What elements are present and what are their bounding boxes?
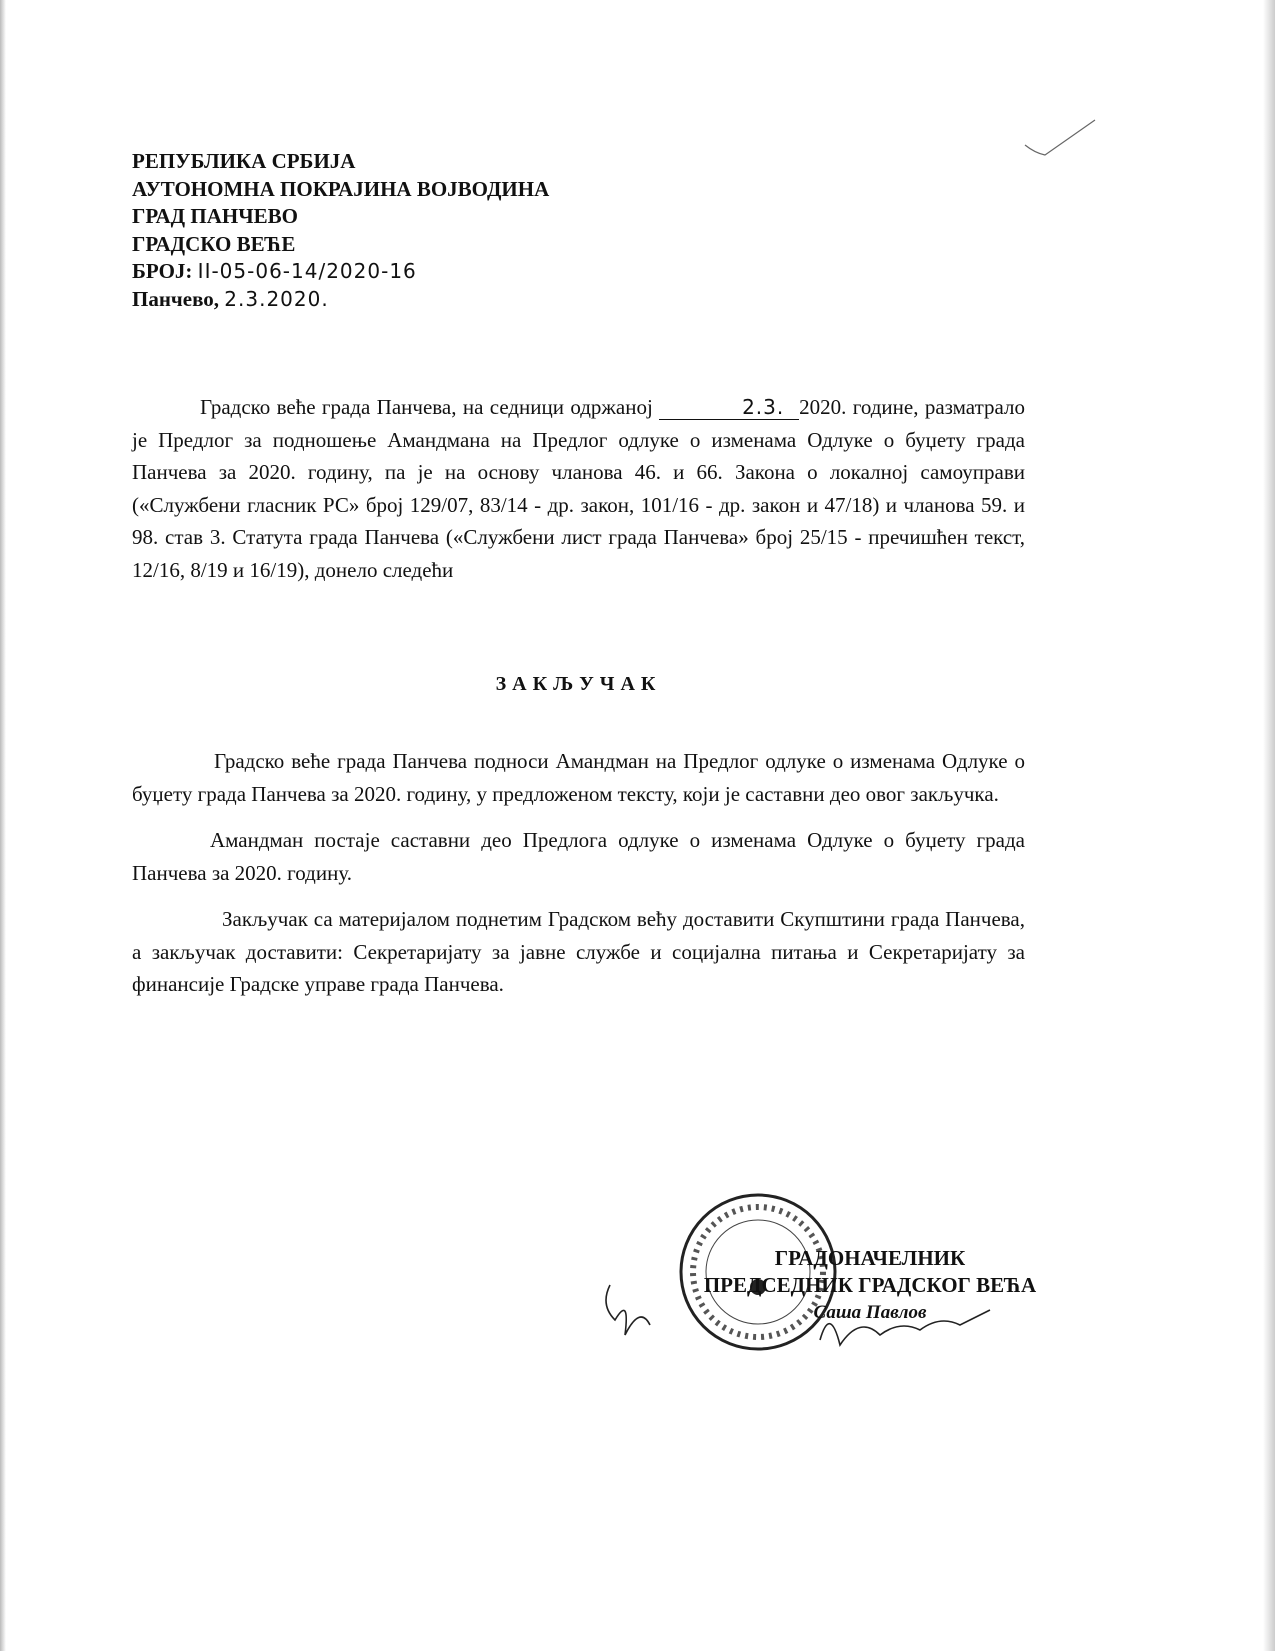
session-date-blank	[659, 395, 799, 420]
intro-paragraph	[132, 391, 1025, 586]
header-line: ГРАД ПАНЧЕВО	[132, 204, 298, 228]
signature-block	[650, 1245, 1090, 1326]
intro-text-end: 2020. године, разматрало је Предлог за подношење Амандмана на Предлог одлуке о изменама Одлуке о буџету града Панчева за 2020. годину, па је на основу чланова 46. и 66. Закона о локалној самоуправи («Службени гласник РС» број 129/07, 83/14 - др. закон, 101/16 - др. закон и 47/18) и чланова 59. и 98. став 3. Статута града Панчева («Службени лист града Панчева» број 25/15 - пречишћен текст, 12/16, 8/19 и 16/19), донело следећи	[132, 395, 1025, 582]
header-line: АУТОНОМНА ПОКРАЈИНА ВОЈВОДИНА	[132, 176, 550, 201]
number-value: II-05-06-14/2020-16	[197, 259, 417, 283]
body-paragraph: Закључак са материјалом поднетим Градском већу доставити Скупштини града Панчева, а закључак доставити: Секретаријату за јавне службе и социјална питања и Секретаријату за финансије Градске управе града Панчева.	[132, 907, 1025, 996]
body-paragraph: Градско веће града Панчева подноси Амандман на Предлог одлуке о изменама Одлуке о буџету града Панчева за 2020. годину, у предложеном тексту, који је саставни део овог закључка.	[132, 749, 1025, 806]
document-title: ЗАКЉУЧАК	[495, 673, 662, 695]
scan-edge-left	[0, 0, 6, 1651]
intro-text-start: Градско веће града Панчева, на седници одржаној	[200, 395, 653, 419]
signatory-title: ГРАДОНАЧЕЛНИК	[774, 1246, 966, 1270]
date-value: 2.3.2020.	[224, 286, 329, 311]
check-mark-icon	[1020, 115, 1100, 165]
place-label: Панчево,	[132, 286, 220, 311]
place-date	[132, 286, 549, 314]
document-body	[132, 391, 1025, 1001]
document-number	[132, 258, 549, 286]
header-line: РЕПУБЛИКА СРБИЈА	[132, 149, 356, 173]
signatory-name: Саша Павлов	[813, 1302, 927, 1323]
signatory-title: ПРЕДСЕДНИК ГРАДСКОГ ВЕЋА	[703, 1273, 1037, 1297]
scan-edge-right	[1263, 0, 1275, 1651]
document-header	[132, 148, 549, 313]
session-date-value: 2.3.	[742, 395, 785, 419]
header-line: ГРАДСКО ВЕЋЕ	[132, 231, 296, 256]
body-paragraph: Амандман постаје саставни део Предлога одлуке о изменама Одлуке о буџету града Панчева за 2020. годину.	[132, 828, 1025, 885]
number-label: БРОЈ:	[132, 259, 193, 283]
